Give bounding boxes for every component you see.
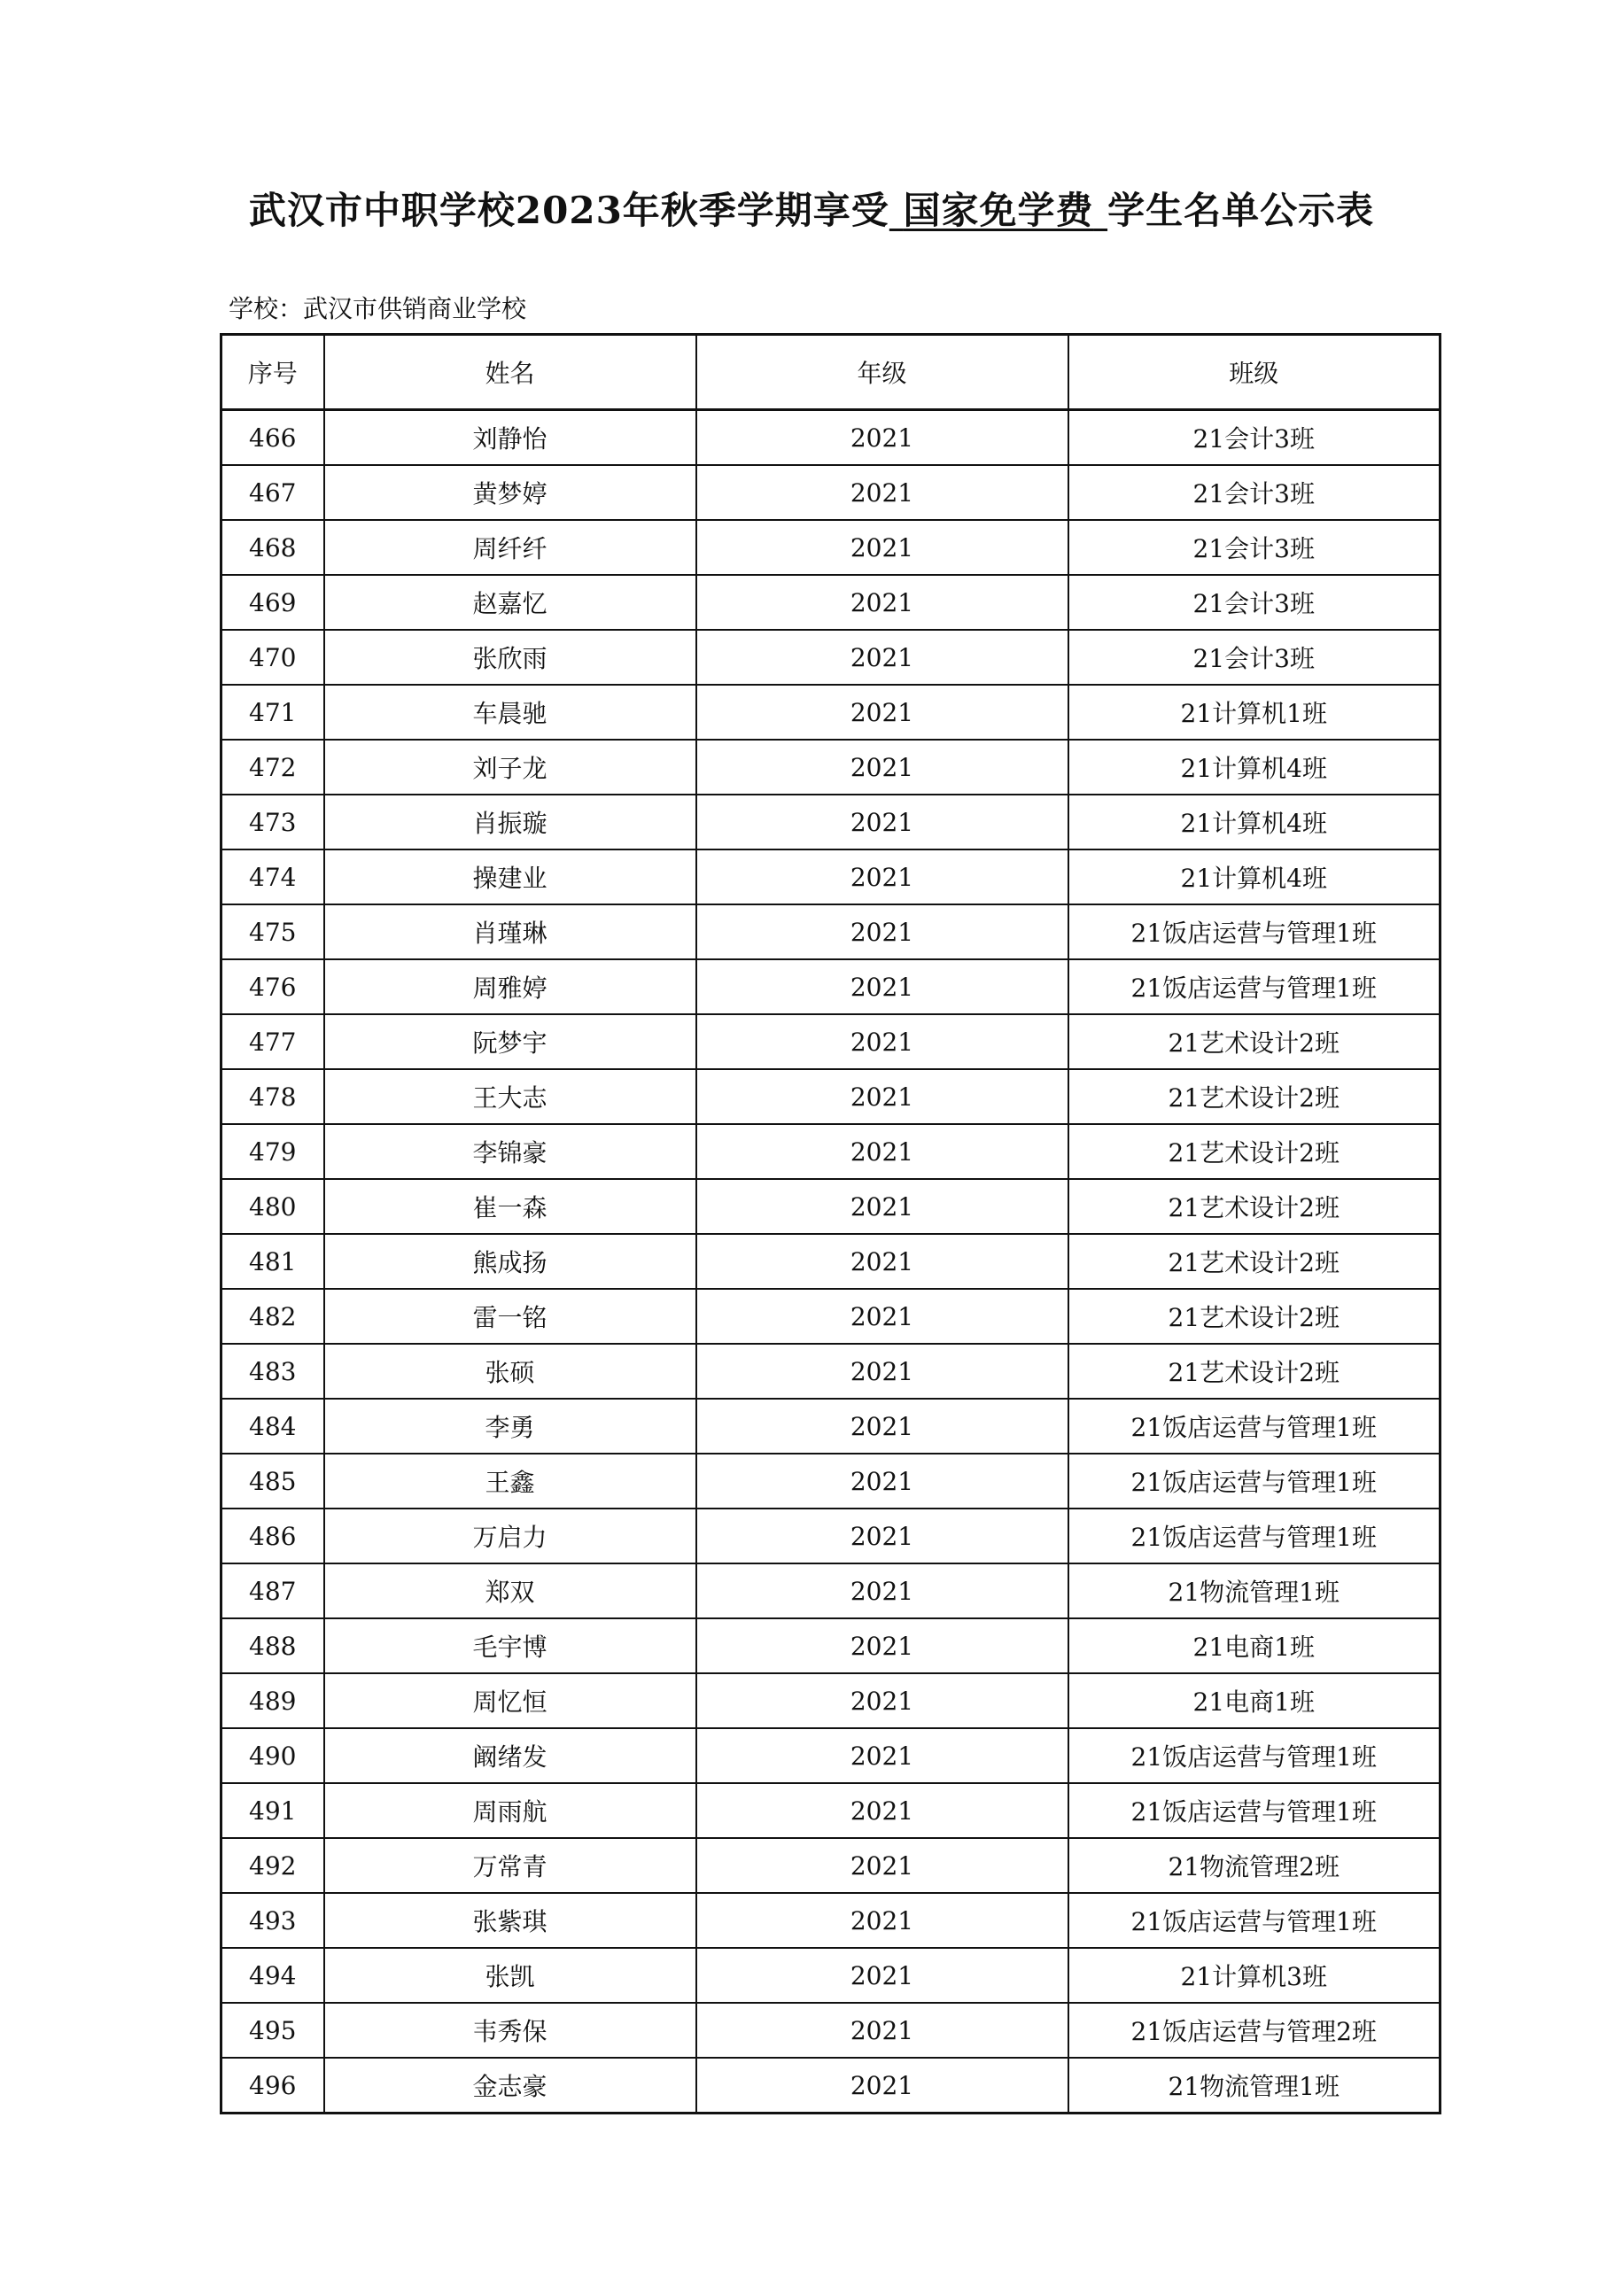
cell-name: 熊成扬 <box>324 1234 696 1289</box>
cell-serial: 481 <box>221 1234 324 1289</box>
cell-grade: 2021 <box>696 1783 1068 1838</box>
cell-name: 肖瑾琳 <box>324 904 696 959</box>
title-underlined <box>889 189 1107 232</box>
table-row <box>221 740 1441 795</box>
cell-class: 21饭店运营与管理1班 <box>1068 1783 1441 1838</box>
cell-grade: 2021 <box>696 959 1068 1014</box>
cell-grade: 2021 <box>696 1728 1068 1783</box>
cell-name: 赵嘉忆 <box>324 575 696 630</box>
table-row <box>221 1618 1441 1673</box>
table-row <box>221 410 1441 466</box>
cell-serial: 492 <box>221 1838 324 1893</box>
table-row <box>221 959 1441 1014</box>
table-header-row <box>221 335 1441 410</box>
header-grade: 年级 <box>696 335 1068 410</box>
cell-class: 21艺术设计2班 <box>1068 1069 1441 1124</box>
cell-class: 21饭店运营与管理1班 <box>1068 1893 1441 1948</box>
cell-grade: 2021 <box>696 849 1068 904</box>
cell-name: 王大志 <box>324 1069 696 1124</box>
cell-grade: 2021 <box>696 1399 1068 1454</box>
cell-serial: 493 <box>221 1893 324 1948</box>
cell-class: 21饭店运营与管理2班 <box>1068 2003 1441 2058</box>
cell-name: 周雅婷 <box>324 959 696 1014</box>
cell-name: 崔一森 <box>324 1179 696 1234</box>
cell-serial: 476 <box>221 959 324 1014</box>
cell-serial: 477 <box>221 1014 324 1069</box>
table-row <box>221 1069 1441 1124</box>
cell-name: 张紫琪 <box>324 1893 696 1948</box>
cell-class: 21饭店运营与管理1班 <box>1068 904 1441 959</box>
cell-name: 操建业 <box>324 849 696 904</box>
document-title <box>0 182 1623 235</box>
cell-serial: 474 <box>221 849 324 904</box>
cell-class: 21计算机4班 <box>1068 795 1441 849</box>
cell-grade: 2021 <box>696 795 1068 849</box>
cell-name: 阮梦宇 <box>324 1014 696 1069</box>
cell-grade: 2021 <box>696 410 1068 466</box>
cell-name: 郑双 <box>324 1563 696 1618</box>
cell-serial: 491 <box>221 1783 324 1838</box>
table-row <box>221 1124 1441 1179</box>
cell-grade: 2021 <box>696 465 1068 520</box>
cell-grade: 2021 <box>696 740 1068 795</box>
table-row <box>221 630 1441 685</box>
table-row <box>221 2003 1441 2058</box>
cell-class: 21饭店运营与管理1班 <box>1068 1728 1441 1783</box>
cell-class: 21艺术设计2班 <box>1068 1344 1441 1399</box>
cell-grade: 2021 <box>696 520 1068 575</box>
cell-class: 21艺术设计2班 <box>1068 1289 1441 1344</box>
table-row <box>221 1289 1441 1344</box>
cell-grade: 2021 <box>696 1673 1068 1728</box>
cell-class: 21饭店运营与管理1班 <box>1068 1454 1441 1509</box>
table-row <box>221 575 1441 630</box>
cell-serial: 469 <box>221 575 324 630</box>
cell-name: 韦秀保 <box>324 2003 696 2058</box>
table-row <box>221 1179 1441 1234</box>
cell-class: 21饭店运营与管理1班 <box>1068 1509 1441 1563</box>
cell-name: 周忆恒 <box>324 1673 696 1728</box>
cell-class: 21会计3班 <box>1068 630 1441 685</box>
table-row <box>221 1399 1441 1454</box>
cell-grade: 2021 <box>696 1509 1068 1563</box>
cell-class: 21艺术设计2班 <box>1068 1124 1441 1179</box>
title-suffix: 学生名单公示表 <box>1107 189 1375 232</box>
cell-name: 金志豪 <box>324 2058 696 2114</box>
cell-name: 王鑫 <box>324 1454 696 1509</box>
cell-name: 阚绪发 <box>324 1728 696 1783</box>
header-serial: 序号 <box>221 335 324 410</box>
cell-name: 张硕 <box>324 1344 696 1399</box>
cell-grade: 2021 <box>696 2003 1068 2058</box>
cell-serial: 483 <box>221 1344 324 1399</box>
cell-class: 21艺术设计2班 <box>1068 1179 1441 1234</box>
table-row <box>221 1948 1441 2003</box>
cell-serial: 489 <box>221 1673 324 1728</box>
cell-class: 21会计3班 <box>1068 410 1441 466</box>
cell-serial: 472 <box>221 740 324 795</box>
cell-serial: 485 <box>221 1454 324 1509</box>
cell-serial: 480 <box>221 1179 324 1234</box>
cell-grade: 2021 <box>696 1069 1068 1124</box>
cell-grade: 2021 <box>696 1563 1068 1618</box>
cell-class: 21会计3班 <box>1068 520 1441 575</box>
cell-grade: 2021 <box>696 2058 1068 2114</box>
cell-serial: 490 <box>221 1728 324 1783</box>
cell-name: 李勇 <box>324 1399 696 1454</box>
cell-grade: 2021 <box>696 1124 1068 1179</box>
cell-class: 21物流管理1班 <box>1068 2058 1441 2114</box>
cell-serial: 487 <box>221 1563 324 1618</box>
title-underlined-text: 国家免学费 <box>903 189 1094 232</box>
student-roster-table <box>220 333 1441 2114</box>
cell-name: 张凯 <box>324 1948 696 2003</box>
cell-serial: 475 <box>221 904 324 959</box>
header-name: 姓名 <box>324 335 696 410</box>
table-body <box>221 410 1441 2114</box>
cell-grade: 2021 <box>696 1179 1068 1234</box>
cell-name: 肖振璇 <box>324 795 696 849</box>
cell-serial: 495 <box>221 2003 324 2058</box>
cell-serial: 470 <box>221 630 324 685</box>
cell-grade: 2021 <box>696 630 1068 685</box>
cell-serial: 484 <box>221 1399 324 1454</box>
cell-grade: 2021 <box>696 575 1068 630</box>
cell-grade: 2021 <box>696 1014 1068 1069</box>
table-row <box>221 1344 1441 1399</box>
cell-serial: 479 <box>221 1124 324 1179</box>
cell-class: 21饭店运营与管理1班 <box>1068 1399 1441 1454</box>
cell-serial: 482 <box>221 1289 324 1344</box>
cell-serial: 478 <box>221 1069 324 1124</box>
table-row <box>221 1454 1441 1509</box>
table-row <box>221 1673 1441 1728</box>
cell-grade: 2021 <box>696 1289 1068 1344</box>
title-prefix: 武汉市中职学校2023年秋季学期享受 <box>248 189 889 232</box>
cell-serial: 488 <box>221 1618 324 1673</box>
cell-serial: 486 <box>221 1509 324 1563</box>
cell-class: 21会计3班 <box>1068 465 1441 520</box>
table-row <box>221 1893 1441 1948</box>
cell-name: 刘静怡 <box>324 410 696 466</box>
cell-serial: 473 <box>221 795 324 849</box>
table-row <box>221 1509 1441 1563</box>
cell-class: 21计算机1班 <box>1068 685 1441 740</box>
cell-serial: 496 <box>221 2058 324 2114</box>
cell-name: 黄梦婷 <box>324 465 696 520</box>
table-row <box>221 465 1441 520</box>
cell-grade: 2021 <box>696 904 1068 959</box>
table-row <box>221 904 1441 959</box>
cell-name: 车晨驰 <box>324 685 696 740</box>
cell-class: 21电商1班 <box>1068 1673 1441 1728</box>
cell-grade: 2021 <box>696 1893 1068 1948</box>
cell-class: 21计算机4班 <box>1068 740 1441 795</box>
cell-name: 李锦豪 <box>324 1124 696 1179</box>
table-row <box>221 520 1441 575</box>
cell-class: 21计算机3班 <box>1068 1948 1441 2003</box>
table-row <box>221 1728 1441 1783</box>
table-row <box>221 849 1441 904</box>
cell-class: 21电商1班 <box>1068 1618 1441 1673</box>
header-class: 班级 <box>1068 335 1441 410</box>
cell-class: 21饭店运营与管理1班 <box>1068 959 1441 1014</box>
cell-class: 21计算机4班 <box>1068 849 1441 904</box>
cell-name: 刘子龙 <box>324 740 696 795</box>
cell-name: 雷一铭 <box>324 1289 696 1344</box>
cell-grade: 2021 <box>696 1618 1068 1673</box>
cell-name: 毛宇博 <box>324 1618 696 1673</box>
cell-grade: 2021 <box>696 1454 1068 1509</box>
cell-grade: 2021 <box>696 1234 1068 1289</box>
cell-class: 21会计3班 <box>1068 575 1441 630</box>
cell-name: 周雨航 <box>324 1783 696 1838</box>
cell-grade: 2021 <box>696 685 1068 740</box>
cell-class: 21物流管理2班 <box>1068 1838 1441 1893</box>
cell-serial: 467 <box>221 465 324 520</box>
cell-class: 21物流管理1班 <box>1068 1563 1441 1618</box>
cell-name: 万启力 <box>324 1509 696 1563</box>
cell-serial: 471 <box>221 685 324 740</box>
table-row <box>221 1014 1441 1069</box>
table-row <box>221 1783 1441 1838</box>
cell-name: 张欣雨 <box>324 630 696 685</box>
table-row <box>221 2058 1441 2114</box>
table-row <box>221 685 1441 740</box>
school-name: 学校：武汉市供销商业学校 <box>229 294 527 323</box>
table-row <box>221 1563 1441 1618</box>
cell-serial: 466 <box>221 410 324 466</box>
table-row <box>221 1234 1441 1289</box>
table-row <box>221 1838 1441 1893</box>
cell-name: 周纤纤 <box>324 520 696 575</box>
cell-class: 21艺术设计2班 <box>1068 1234 1441 1289</box>
cell-name: 万常青 <box>324 1838 696 1893</box>
cell-grade: 2021 <box>696 1838 1068 1893</box>
cell-grade: 2021 <box>696 1948 1068 2003</box>
cell-serial: 468 <box>221 520 324 575</box>
cell-serial: 494 <box>221 1948 324 2003</box>
cell-class: 21艺术设计2班 <box>1068 1014 1441 1069</box>
cell-grade: 2021 <box>696 1344 1068 1399</box>
table-row <box>221 795 1441 849</box>
